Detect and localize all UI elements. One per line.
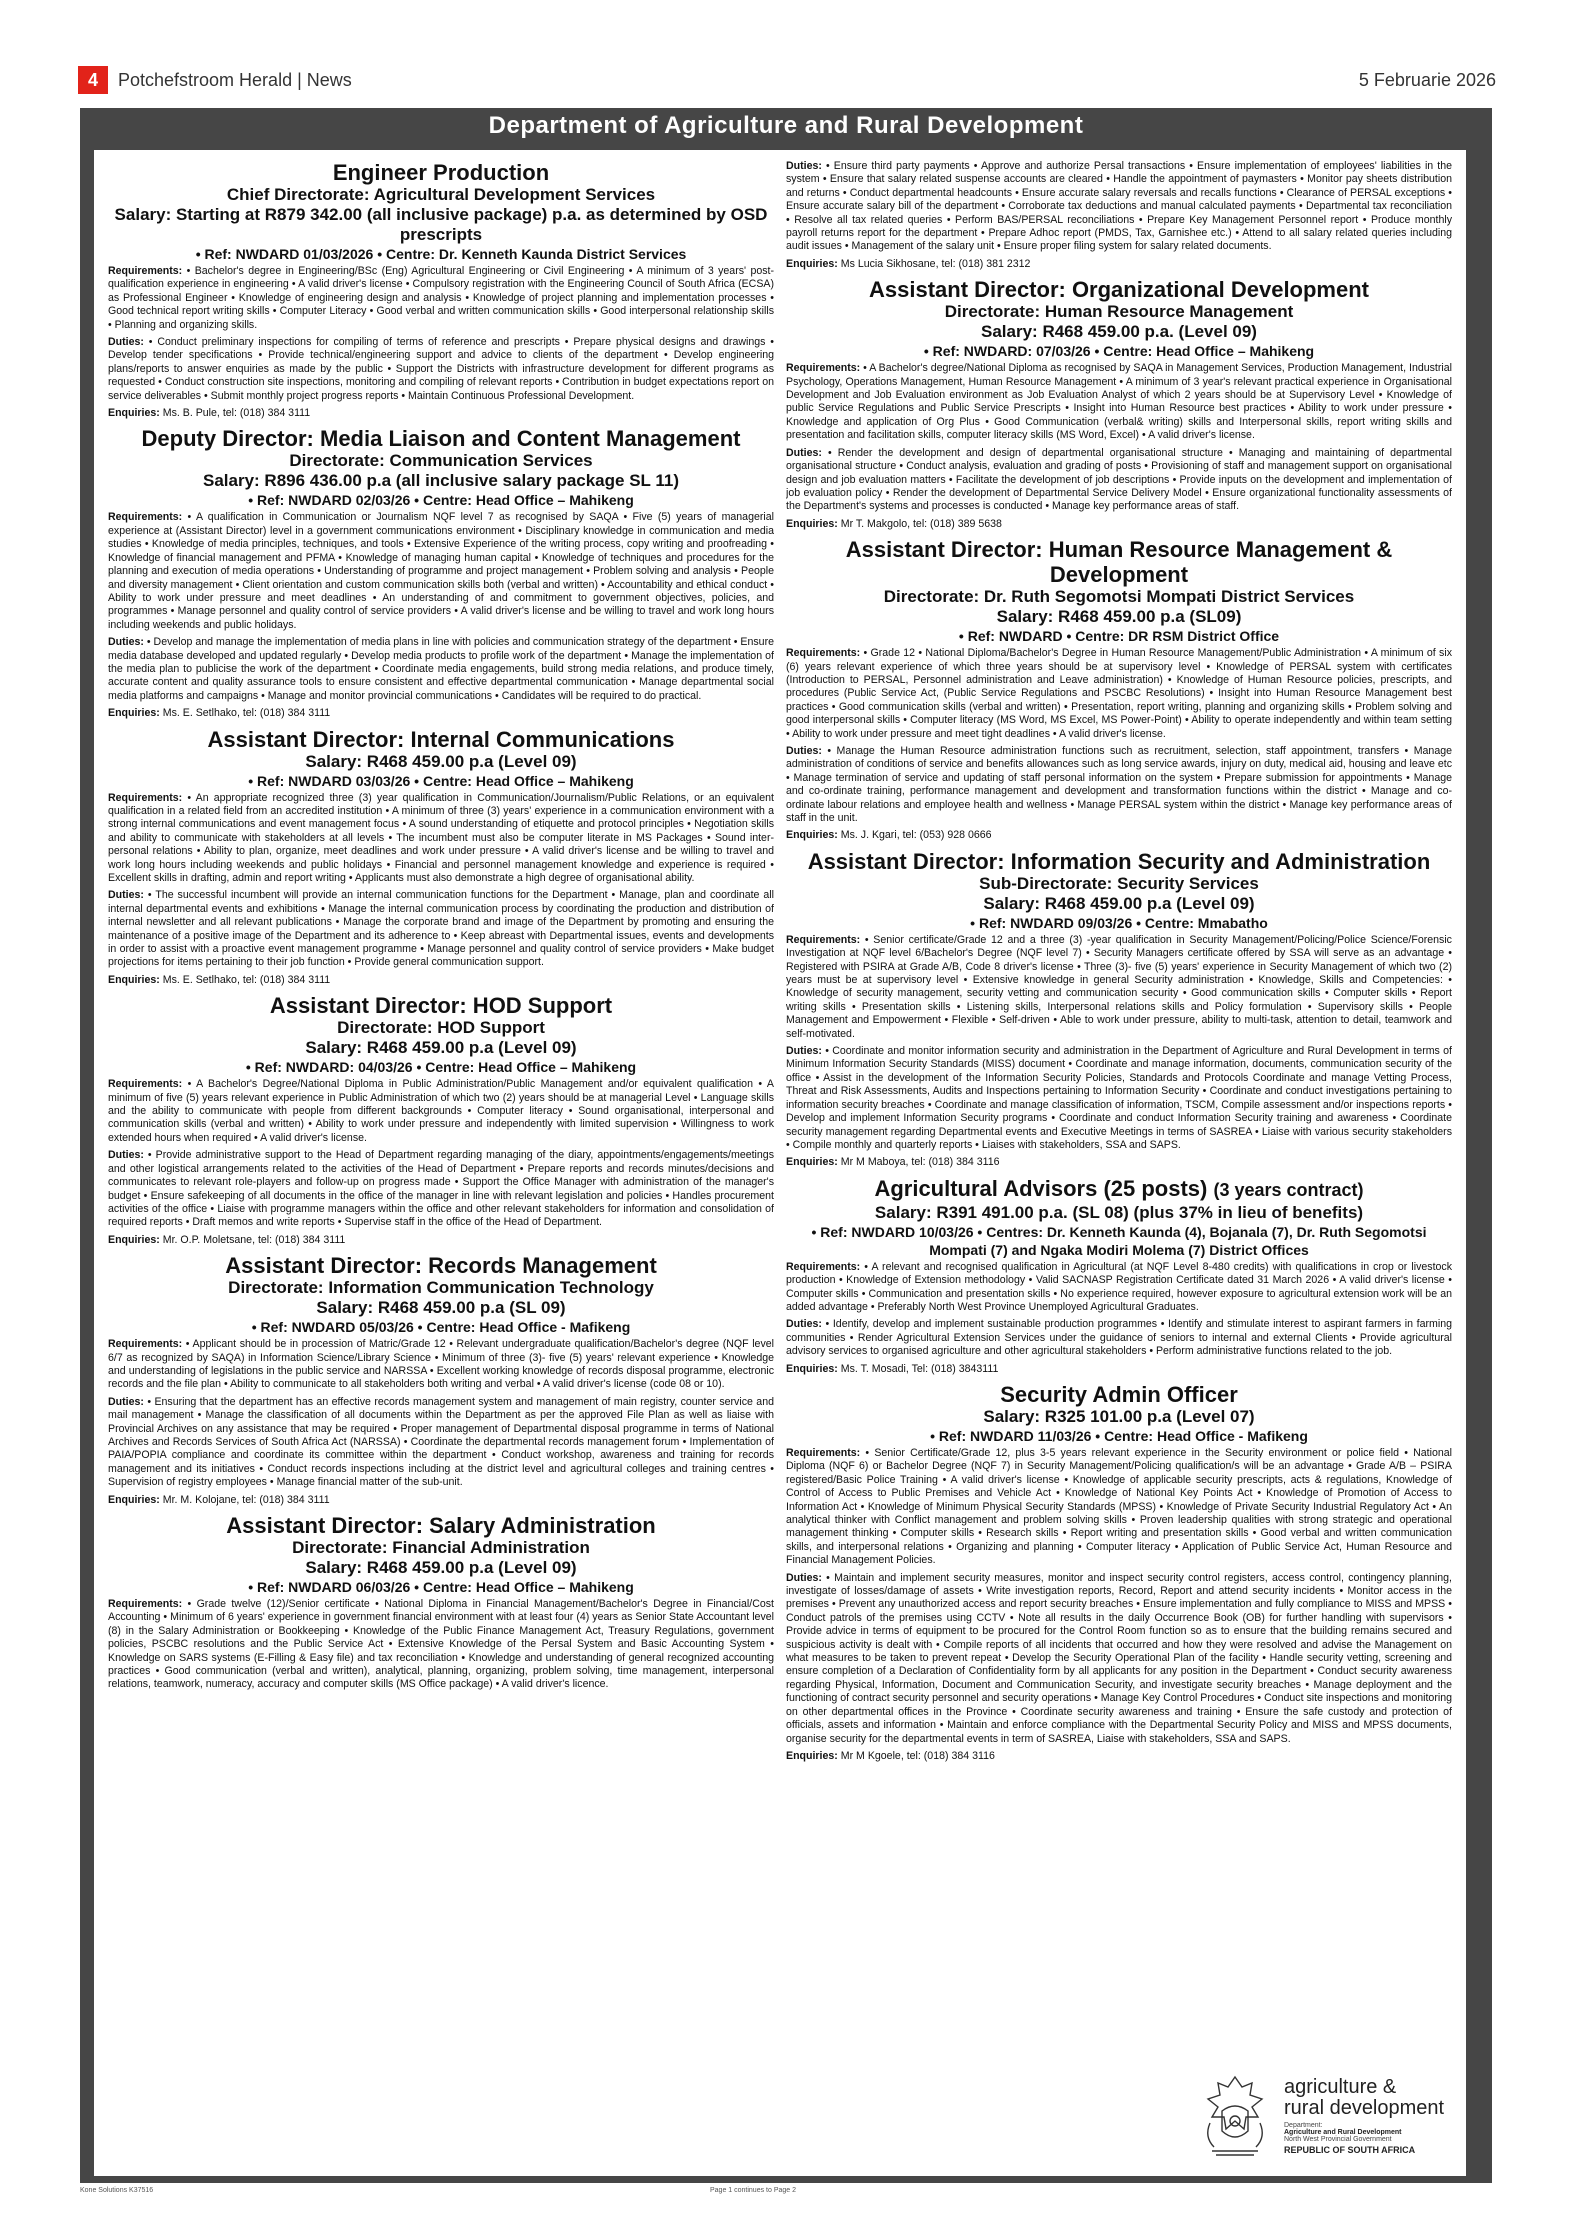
job-listing (108, 160, 774, 420)
job-title (108, 160, 774, 185)
enquiries-text: Mr. O.P. Moletsane, tel: (018) 384 3111 (162, 1233, 346, 1246)
job-salary: Salary: R468 459.00 p.a (Level 09) (305, 1558, 577, 1577)
job-title (108, 1253, 774, 1278)
requirements-label: Requirements: (108, 1598, 183, 1610)
job-enquiries (108, 1234, 774, 1247)
logo-line-5: North West Provincial Government (1284, 2136, 1392, 2144)
enquiries-label: Enquiries: (108, 407, 160, 420)
requirements-text: • A qualification in Communication or Journalism NQF level 7 as recognised by SAQA • Five (5) years of managerial experience at (Assistant Director) level in a government communications environment • Disciplinary knowledge in communication and media studies • Knowledge of media principles, techniques, and tools • Extensive Experience of the writing process, copy writing and proofreading • Knowledge of financial management and PFMA • Knowledge of managing human capital • Knowledge of techniques and procedures for the planning and execution of media operations • Understanding of programme and project management • Problem solving and analysis • People and diversity management • Client orientation and custom communication skills both (verbal and written) • Accountability and ethical conduct • Ability to work under pressure and meet deadlines • An understanding of and commitment to government objectives, policies, and programmes • Manage personnel and quality control of service providers • A valid driver's license and be willing to travel and work long hours including weekends and public holidays. (108, 511, 774, 631)
job-directorate: Directorate: Communication Services (289, 451, 593, 471)
job-salary: Salary: R468 459.00 p.a (Level 09) (305, 1038, 577, 1058)
job-duties (108, 889, 774, 969)
job-requirements (786, 934, 1452, 1041)
duties-label: Duties: (786, 1571, 822, 1584)
enquiries-label: Enquiries: (108, 1233, 160, 1246)
job-listing (108, 993, 774, 1247)
job-requirements (108, 265, 774, 332)
job-requirements (108, 792, 774, 886)
job-listing (108, 1513, 774, 1692)
enquiries-label: Enquiries: (786, 829, 838, 842)
requirements-label: Requirements: (108, 511, 183, 524)
enquiries-label: Enquiries: (786, 1362, 838, 1375)
department-logo (1192, 2068, 1452, 2164)
job-requirements (786, 1447, 1452, 1568)
page-footer (80, 2187, 1492, 2201)
job-listing (786, 849, 1452, 1170)
job-title-text: Assistant Director: Records Management (225, 1253, 657, 1279)
job-reference: • Ref: NWDARD 02/03/26 • Centre: Head Office – Mahikeng (248, 492, 634, 509)
job-title (786, 277, 1452, 302)
job-requirements (786, 647, 1452, 741)
job-title-text: Security Admin Officer (1000, 1381, 1238, 1407)
requirements-text: • A Bachelor's degree/National Diploma as recognised by SAQA in Management Services, Production Management, Industrial Psychology, Operations Management, Human Resource Management • A minimum of 3 year's relevant practical experience in Organisational Development and Job Evaluation environment as Job Evaluation Analyst of which 2 years should be at Supervisory Level • Knowledge of public Service Regulations and Public Service Prescripts • Insight into Human Resource best practices • Ability to work under pressure • Knowledge and application of Org Plus • Good Communication (verbal& writing) skills and Interpersonal skills, report writing skills and presentation and facilitation skills, computer literacy skills (MS Word, Excel) • A valid driver's license. (786, 362, 1452, 442)
job-title-text: Engineer Production (332, 160, 550, 185)
enquiries-text: Ms. T. Mosadi, Tel: (018) 3843111 (840, 1362, 999, 1375)
requirements-label: Requirements: (108, 1338, 183, 1351)
job-salary: Salary: R468 459.00 p.a (SL 09) (316, 1298, 566, 1318)
job-salary: Salary: R325 101.00 p.a (Level 07) (983, 1406, 1255, 1426)
department-banner: Department of Agriculture and Rural Development (488, 112, 1084, 139)
requirements-label: Requirements: (786, 647, 861, 660)
job-duties (786, 1045, 1452, 1152)
enquiries-label: Enquiries: (108, 973, 160, 986)
enquiries-text: Mr. M. Kolojane, tel: (018) 384 3111 (162, 1493, 330, 1506)
duties-text: • The successful incumbent will provide an internal communication functions for the Department • Manage, plan and coordinate all internal departmental events and exhibitions • Manage the internal communication process by coordinating the production and distribution of internal newsletter and all relevant publications • Manage the corporate brand and image of the Department by promoting and ensuring the maintenance of a positive image of the Department and its adherence to • Keep abreast with Departmental issues, events and developments in order to assist with a proactive event management programme • Manage personnel and quality control of service providers • Make budget projections for items pertaining to their job function • Provide general communication support. (108, 889, 774, 969)
job-title-text: Assistant Director: Information Security and Administration (807, 848, 1431, 874)
advert-frame (80, 108, 1492, 2183)
job-reference: • Ref: NWDARD: 04/03/26 • Centre: Head Office – Mahikeng (245, 1059, 637, 1076)
enquiries-label: Enquiries: (108, 1493, 160, 1506)
job-enquiries (108, 974, 774, 987)
job-title (786, 537, 1452, 587)
requirements-label: Requirements: (108, 791, 183, 804)
footer-left: Kone Solutions K37516 (80, 2187, 154, 2194)
job-title (108, 993, 774, 1018)
enquiries-label: Enquiries: (108, 707, 160, 720)
logo-line-4: Agriculture and Rural Development (1284, 2129, 1402, 2137)
job-listing (108, 727, 774, 988)
enquiries-text: Mr M Kgoele, tel: (018) 384 3116 (840, 1749, 995, 1762)
job-title (108, 727, 774, 752)
job-enquiries (786, 1156, 1452, 1169)
job-salary: Salary: R468 459.00 p.a. (Level 09) (981, 322, 1257, 342)
job-enquiries (108, 1494, 774, 1507)
logo-wordmark (1284, 2077, 1444, 2155)
job-duties (786, 160, 1452, 254)
job-title (786, 1382, 1452, 1407)
job-directorate: Directorate: HOD Support (337, 1018, 545, 1038)
job-duties (108, 336, 774, 403)
enquiries-label: Enquiries: (786, 257, 838, 270)
job-salary: Salary: R468 459.00 p.a (Level 09) (983, 893, 1255, 913)
job-title-text: Assistant Director: Internal Communications (207, 726, 675, 752)
left-column (108, 158, 774, 2168)
job-title (108, 1513, 774, 1538)
job-enquiries (786, 1363, 1452, 1376)
requirements-text: • Senior Certificate/Grade 12, plus 3-5 years relevant experience in the Security environment or police field • National Diploma (NQF 6) or Bachelor Degree (NQF 7) in Security Management/Policing qualification/s will be an advantage • Grade A/B – PSIRA registered/Basic Police Training • A valid driver's license • Knowledge of applicable security prescripts, acts & regulations, Knowledge of Control of Access to Public Premises and Vehicle Act • Knowledge of National Key Points Act • Knowledge of Promotion of Access to Information Act • Knowledge of Minimum Physical Security Standards (MPSS) • Knowledge of Private Security Industrial Regulatory Act • An analytical thinker with Conflict management and problem solving skills • Proven leadership qualities with strong strategic and operational management thinking • Computer skills • Research skills • Report writing and presentation skills • Good verbal and written communication skills, and interpersonal relations • Organizing and planning • Computer literacy • Application of Public Service Act, Human Resource and Financial Management Policies. (786, 1446, 1452, 1567)
logo-line-6: REPUBLIC OF SOUTH AFRICA (1284, 2144, 1416, 2155)
job-reference: • Ref: NWDARD 09/03/26 • Centre: Mmabatho (970, 914, 1268, 931)
enquiries-text: Ms. E. Setlhako, tel: (018) 384 3111 (162, 973, 331, 986)
requirements-text: • Grade 12 • National Diploma/Bachelor's Degree in Human Resource Management/Public Administration • A minimum of six (6) years relevant experience of which three years should be at supervisory level • Knowledge of PERSAL system with certificates (Introduction to PERSAL, Personnel administration and Leave administration) • Knowledge of Human Resource policies, prescripts, and procedures (Public Service Act, (Public Service Regulations and PSCBC Resolutions) • Insight into Human Resource Management best practices • Good communication skills (verbal and written) • Presentation, report writing, planning and organizing skills • Problem solving and good interpersonal skills • Computer literacy (MS Word, MS Excel, MS Power-Point) • Ability to operate independently and within team setting • Ability to work under pressure and meet tight deadlines • A valid driver's license. (786, 647, 1452, 740)
job-reference: • Ref: NWDARD: 07/03/26 • Centre: Head Office – Mahikeng (923, 343, 1315, 360)
duties-text: • Develop and manage the implementation of media plans in line with policies and communication strategy of the department • Ensure media database developed and updated regularly • Develop media products to profile work of the department • Manage the implementation of the media plan to publicise the work of the department • Coordinate media engagements, build strong media relations, and produce timely, accurate content and quality assurance tools to ensure consistent and effective departmental communication • Manage departmental social media platforms and campaigns • Manage and monitor provincial communications • Candidates will be required to do practical. (108, 636, 774, 702)
job-listing (786, 1382, 1452, 1763)
duties-text: • Maintain and implement security measures, monitor and inspect security control registers, access control, contingency planning, investigate of losses/damage of assets • Write investigation reports, Record, Report and attend security incidents • Monitor access in the premises • Prevent any unauthorized access and report security breaches • Ensure implementation and fully compliance to MISS and MPSS • Conduct patrols of the premises using CCTV • Note all results in the daily Occurrence Book (OB) for further handling with supervisors • Provide advice in terms of equipment to be procured for the Control Room function so as to ensure that the building remains secured and suspicious activity is dealt with • Compile reports of all incidents that occurred and how they were resolved and advise the Management on what measures to be taken to prevent repeat • Develop the Security Operational Plan of the facility • Handle security vetting, screening and ensure completion of a Declaration of Confidentiality form by all applicants for any position in the Department • Conduct security awareness regarding Physical, Information, Document and Communication Security, and investigate security breaches • Manage deployment and the functioning of contract security personnel and security operations • Manage Key Control Procedures • Conduct site inspections and monitoring on other departmental offices in the Province • Coordinate security awareness and training • Ensure the safe custody and protection of officials, assets and information • Maintain and enforce compliance with the Departmental Security Policy and MISS and MPSS documents, organise security for the departmental events in term of SASREA, Liaise with stakeholders, SSA and SAPS. (786, 1571, 1452, 1745)
duties-text: • Manage the Human Resource administration functions such as recruitment, selection, staff appointment, transfers • Manage administration of conditions of service and benefits allowances such as long service awards, injury on duty, medical aid, housing and leave etc • Manage termination of service and updating of staff personal information on the system • Prepare submission for appointments • Manage and co-ordinate training, performance management and development and transformation functions within the district • Manage and co-ordinate labour relations and employee health and wellness • Manage PERSAL system within the district • Manage key performance areas of staff in the unit. (786, 744, 1452, 824)
job-duties (786, 1318, 1452, 1358)
job-title-text: Agricultural Advisors (25 posts) (874, 1175, 1208, 1201)
requirements-text: • Applicant should be in procession of Matric/Grade 12 • Relevant undergraduate qualification/Bachelor's degree (NQF level 6/7 as recognized by SAQA) in Information Science/Library Science • Minimum of three (3)- five (5) years' relevant experience • Knowledge and understanding of legislations in the public service and NARSSA • Excellent working knowledge of records disposal programme, electronic records and the file plan • Ability to communicate to all stakeholders both writing and verbal • A valid driver's license (code 08 or 10). (108, 1338, 774, 1391)
job-duties (108, 636, 774, 703)
duties-label: Duties: (786, 1045, 822, 1058)
job-reference: • Ref: NWDARD 01/03/2026 • Centre: Dr. Kenneth Kaunda District Services (195, 246, 687, 262)
duties-label: Duties: (108, 336, 144, 349)
job-requirements (108, 1598, 774, 1692)
job-directorate: Directorate: Information Communication Technology (228, 1278, 654, 1298)
job-requirements (108, 1078, 774, 1145)
advert-body (94, 150, 1466, 2176)
duties-text: • Conduct preliminary inspections for compiling of terms of reference and prescripts • Prepare physical designs and drawings • Develop tender specifications • Provide technical/engineering support and advice to clients of the department • Develop engineering plans/reports to answer enquiries as made by the public • Support the Districts with infrastructure development for different programs as requested • Conduct construction site inspections, monitoring and compiling of relevant reports • Contribution in budget expectations report on service deliverables • Submit monthly project progress reports • Maintain Continuous Professional Development. (108, 336, 774, 402)
job-listing (786, 160, 1452, 271)
job-reference: • Ref: NWDARD 05/03/26 • Centre: Head Office - Mafikeng (251, 1319, 631, 1336)
job-directorate: Chief Directorate: Agricultural Development Services (226, 185, 656, 204)
issue-date: 5 Februarie 2026 (1358, 69, 1496, 90)
right-column (786, 158, 1452, 2168)
requirements-label: Requirements: (786, 1260, 861, 1273)
job-reference: • Ref: NWDARD 06/03/26 • Centre: Head Office – Mahikeng (248, 1579, 634, 1595)
masthead-bar (78, 66, 1496, 94)
job-salary: Salary: R896 436.00 p.a (all inclusive salary package SL 11) (203, 471, 679, 491)
requirements-label: Requirements: (786, 362, 861, 375)
requirements-text: • Bachelor's degree in Engineering/BSc (Eng) Agricultural Engineering or Civil Engineering • A minimum of 3 years' post-qualification experience in engineering • A valid driver's license • Compulsory registration with the Engineering Council of South Africa (ECSA) as Professional Engineer • Knowledge of engineering design and analysis • Knowledge of project planning and implementation processes • Good technical report writing skills • Computer Literacy • Good verbal and written communication skills • Good interpersonal relationship skills • Planning and organizing skills. (108, 265, 774, 331)
job-title-text: Assistant Director: HOD Support (269, 993, 613, 1019)
job-salary: Salary: R468 459.00 p.a (SL09) (996, 607, 1242, 627)
enquiries-text: Mr M Maboya, tel: (018) 384 3116 (840, 1156, 1000, 1169)
job-reference: • Ref: NWDARD 03/03/26 • Centre: Head Office – Mahikeng (248, 772, 634, 789)
duties-label: Duties: (786, 160, 822, 172)
enquiries-label: Enquiries: (786, 1749, 838, 1762)
duties-text: • Coordinate and monitor information security and administration in the Department of Agriculture and Rural Development in terms of Minimum Information Security Standards (MISS) document • Coordinate and manage information, documents, communication security of the office • Assist in the development of the Information Security Policies, Standards and Protocols Coordinate and manage Vetting Process, Threat and Risk Assessments, Audits and Inspections pertaining to Information Security • Coordinate and conduct investigations pertaining to information security breaches • Coordinate and manage classification of information, TSCM, Compile assessment and/or inspections reports • Develop and implement Information Security programs • Coordinate and conduct Information Security training and awareness • Coordinate security management regarding Departmental events and Executive Meetings in terms of SASREA • Liaise with various security stakeholders • Compile monthly and quarterly reports • Liaises with stakeholders, SSA and SAPS. (786, 1045, 1452, 1151)
footer-center: Page 1 continues to Page 2 (710, 2187, 797, 2194)
job-enquiries (108, 407, 774, 420)
job-directorate: Directorate: Financial Administration (292, 1538, 590, 1557)
job-listing (786, 1176, 1452, 1376)
job-reference: • Ref: NWDARD • Centre: DR RSM District Office (958, 628, 1280, 645)
job-reference: • Ref: NWDARD 10/03/26 • Centres: Dr. Kenneth Kaunda (4), Bojanala (7), Dr. Ruth Segomotsi Mompati (7) and Ngaka Modiri Molema (7) District Offices (811, 1223, 1427, 1258)
duties-text: • Render the development and design of departmental organisational structure • Managing and maintaining of departmental organisational structure • Conduct analysis, evaluation and grading of posts • Provisioning of staff and management support on organisational design and job evaluation matters • Facilitate the development of job descriptions • Provide inputs on the development and implementation of job evaluation policy • Render the development of Departmental Service Delivery Model • Ensure organizational functionality assessments of the Department's systems and processes is conducted • Manage key performance areas of staff. (786, 446, 1452, 513)
duties-label: Duties: (108, 1395, 144, 1408)
enquiries-text: Mr T. Makgolo, tel: (018) 389 5638 (840, 517, 1002, 530)
job-title-text: Assistant Director: Organizational Development (869, 277, 1369, 303)
logo-line-1: agriculture & (1284, 2075, 1397, 2098)
job-enquiries (786, 829, 1452, 842)
job-listing (786, 537, 1452, 843)
job-salary: Salary: Starting at R879 342.00 (all inclusive package) p.a. as determined by OSD prescripts (114, 205, 768, 244)
requirements-text: • An appropriate recognized three (3) year qualification in Communication/Journalism/Public Relations, or an equivalent qualification in a related field from an accredited institution • A minimum of three (3) years' experience in a communication environment with a strong internal communications and event management focus • A sound understanding of etiquette and protocol principles • Negotiation skills and ability to communicate with stakeholders at all levels • The incumbent must also be computer literate in MS Packages • Sound inter-personal relations • Ability to plan, organize, meet deadlines and work under pressure • A valid driver's license and be willing to travel and work long hours including weekends and public holidays • Financial and personnel management knowledge and experience is required • Excellent skills in drafting, admin and report writing • Applicants must also demonstrate a high degree of organisational ability. (108, 791, 774, 884)
job-requirements (786, 362, 1452, 442)
job-title-text: Assistant Director: Human Resource Management & Development (845, 537, 1393, 588)
enquiries-text: Ms. J. Kgari, tel: (053) 928 0666 (840, 829, 992, 842)
enquiries-text: Ms. B. Pule, tel: (018) 384 3111 (162, 407, 311, 420)
job-directorate: Directorate: Human Resource Management (944, 302, 1294, 322)
job-requirements (108, 1338, 774, 1392)
job-title (108, 426, 774, 451)
job-reference: • Ref: NWDARD 11/03/26 • Centre: Head Office - Mafikeng (930, 1427, 1308, 1444)
duties-text: • Ensuring that the department has an effective records management system and management of main registry, counter service and mail management • Manage the classification of all documents within the Department as per the approved File Plan as well as liaise with Provincial Archives on any assistance that may be required • Proper management of Departmental disposal programme in terms of National Archives and Records Services of South Africa Act (NARSSA) • Coordinate the departmental records management forum • Implementation of PAIA/POPIA compliance and coordinate its committee within the department • Conduct workshop, awareness and training for records management and its initiatives • Conduct records inspections including at the district level and agricultural colleges and training centres • Supervision of registry employees • Manage financial matter of the sub-unit. (108, 1395, 774, 1489)
requirements-text: • Grade twelve (12)/Senior certificate • National Diploma in Financial Management/Bachelor's Degree in Financial/Cost Accounting • Minimum of 6 years' experience in government financial environment with at least four (4) years as Senior State Accountant level (8) in the Salary Administration or Bookkeeping • Knowledge of the Public Finance Management Act, Treasury Regulations, government policies, PSCBC resolutions and the Public Service Act • Extensive Knowledge of the Persal System and Basic Accounting System • Knowledge on SARS systems (E-Filling & Easy file) and tax reconciliation • Knowledge and understanding of general recognized accounting practices • Good communication (verbal and written), analytical, planning, organizing, problem solving, time management, interpersonal relations, teamwork, numeracy, accuracy and computer skills (MS Office package) • A valid driver's licence. (108, 1598, 774, 1691)
duties-label: Duties: (108, 1149, 144, 1162)
logo-line-2: rural development (1284, 2096, 1445, 2119)
job-enquiries (108, 707, 774, 720)
enquiries-text: Ms. E. Setlhako, tel: (018) 384 3111 (162, 707, 331, 720)
job-duties (786, 745, 1452, 825)
coat-of-arms-icon (1192, 2071, 1278, 2161)
requirements-text: • A relevant and recognised qualification in Agricultural (at NQF Level 8-480 credits) with qualifications in crop or livestock production • Knowledge of Extension methodology • Valid SACNASP Registration Certificate dated 31 March 2026 • A valid driver's license • Computer skills • Communication and presentation skills • No experience required, however exposure to agricultural extension work will be an added advantage • Preferably North West Province Unemployed Agricultural Graduates. (786, 1260, 1452, 1313)
job-duties (108, 1149, 774, 1229)
job-salary: Salary: R468 459.00 p.a (Level 09) (305, 751, 577, 771)
job-listing (786, 277, 1452, 531)
requirements-text: • A Bachelor's Degree/National Diploma in Public Administration/Public Management and/or equivalent qualification • A minimum of five (5) years relevant experience in Public Administration of which two (2) years should be at managerial Level • Language skills and the ability to communicate with people from different backgrounds • Computer literacy • Sound organisational, interpersonal and communication skills (verbal and written) • Ability to work under pressure and independently with limited supervision • Willingness to work extended hours when required • A valid driver's license. (108, 1078, 774, 1144)
job-duties (786, 447, 1452, 514)
page-number: 4 (78, 66, 108, 94)
job-requirements (108, 511, 774, 632)
job-requirements (786, 1261, 1452, 1315)
job-directorate: Directorate: Dr. Ruth Segomotsi Mompati District Services (883, 587, 1355, 607)
job-title (786, 1176, 1452, 1203)
job-duties (786, 1572, 1452, 1746)
duties-text: • Provide administrative support to the Head of Department regarding managing of the diary, appointments/engagements/meetings and other logistical arrangements related to the activities of the Head of Department • Prepare reports and records minutes/decisions and communicates to relevant role-players and follow-up on progress made • Support the Office Manager with administration of the manager's budget • Ensure safekeeping of all documents in the office of the manager in line with relevant legislation and policies • Handles procurement activities of the office • Liaise with programme managers within the office and other relevant stakeholders for information and consolidation of required reports • Draft memos and write reports • Supervise staff in the office of the Head of Department. (108, 1149, 774, 1229)
job-title-text: Assistant Director: Salary Administration (226, 1513, 656, 1538)
publication-name: Potchefstroom Herald | News (118, 69, 352, 90)
job-listing (108, 426, 774, 720)
duties-text: • Ensure third party payments • Approve and authorize Persal transactions • Ensure implementation of employees' liabilities in the system • Ensure that salary related suspense accounts are cleared • Handle the appointment of paymasters • Monitor pay sheets distribution and returns • Conduct departmental headcounts • Ensure accurate salary reversals and recalls functions • Clearance of PERSAL exceptions • Ensure accurate salary bill of the department • Corroborate tax deductions and manual calculated payments • Departmental tax reconciliation • Resolve all tax related queries • Perform BAS/PERSAL reconciliations • Prepare Key Management Personnel report • Produce monthly payroll returns report for the department • Prepare Adhoc report (PMDS, Tax, Garnishee etc.) • Attend to all salary related queries including audit issues • Management of the salary unit • Ensure proper filing system for salary related documents. (786, 160, 1452, 253)
job-title-suffix: (3 years contract) (1213, 1179, 1364, 1200)
logo-line-3: Department: (1284, 2121, 1323, 2129)
job-title-text: Deputy Director: Media Liaison and Content Management (141, 426, 741, 452)
duties-label: Duties: (108, 636, 144, 649)
enquiries-text: Ms Lucia Sikhosane, tel: (018) 381 2312 (840, 257, 1031, 270)
enquiries-label: Enquiries: (786, 517, 838, 530)
job-listing (108, 1253, 774, 1507)
job-duties (108, 1396, 774, 1490)
job-enquiries (786, 1750, 1452, 1763)
requirements-label: Requirements: (108, 265, 183, 277)
duties-label: Duties: (786, 1318, 822, 1331)
job-enquiries (786, 518, 1452, 531)
requirements-label: Requirements: (786, 1446, 861, 1459)
job-salary: Salary: R391 491.00 p.a. (SL 08) (plus 37% in lieu of benefits) (874, 1202, 1364, 1222)
requirements-label: Requirements: (108, 1078, 183, 1091)
enquiries-label: Enquiries: (786, 1156, 838, 1169)
duties-label: Duties: (786, 446, 822, 459)
job-directorate: Sub-Directorate: Security Services (979, 873, 1259, 893)
job-title (786, 849, 1452, 874)
requirements-text: • Senior certificate/Grade 12 and a three (3) -year qualification in Security Management/Policing/Police Science/Forensic Investigation at NQF level 6/Bachelor's Degree (NQF level 7) • Security Managers certificate offered by SSA will serve as an advantage • Registered with PSIRA at Grade A/B, Code 8 driver's license • Three (3)- five (5) years' experience in Security Management of which two (2) years must be at supervisory level • Extensive knowledge in general Security administration • Knowledge, Skills and Competencies: • Knowledge of security management, security vetting and communication security • Good communication skills • Computer skills • Report writing skills • Presentation skills • Listening skills, Interpersonal relations skills and Policy formulation • Supervisory skills • People Management and Empowerment • Flexible • Self-driven • Able to work under pressure, ability to multi-task, attention to detail, teamwork and self-motivated. (786, 933, 1452, 1040)
duties-label: Duties: (108, 889, 144, 902)
requirements-label: Requirements: (786, 933, 861, 946)
duties-text: • Identify, develop and implement sustainable production programmes • Identify and stimulate interest to aspirant farmers in farming communities • Render Agricultural Extension Services under the guidance of seniors to internal and external Clients • Provide agricultural advisory services to organised agriculture and other agricultural stakeholders • Perform administrative functions related to the job. (786, 1318, 1452, 1358)
duties-label: Duties: (786, 744, 822, 757)
job-enquiries (786, 258, 1452, 271)
